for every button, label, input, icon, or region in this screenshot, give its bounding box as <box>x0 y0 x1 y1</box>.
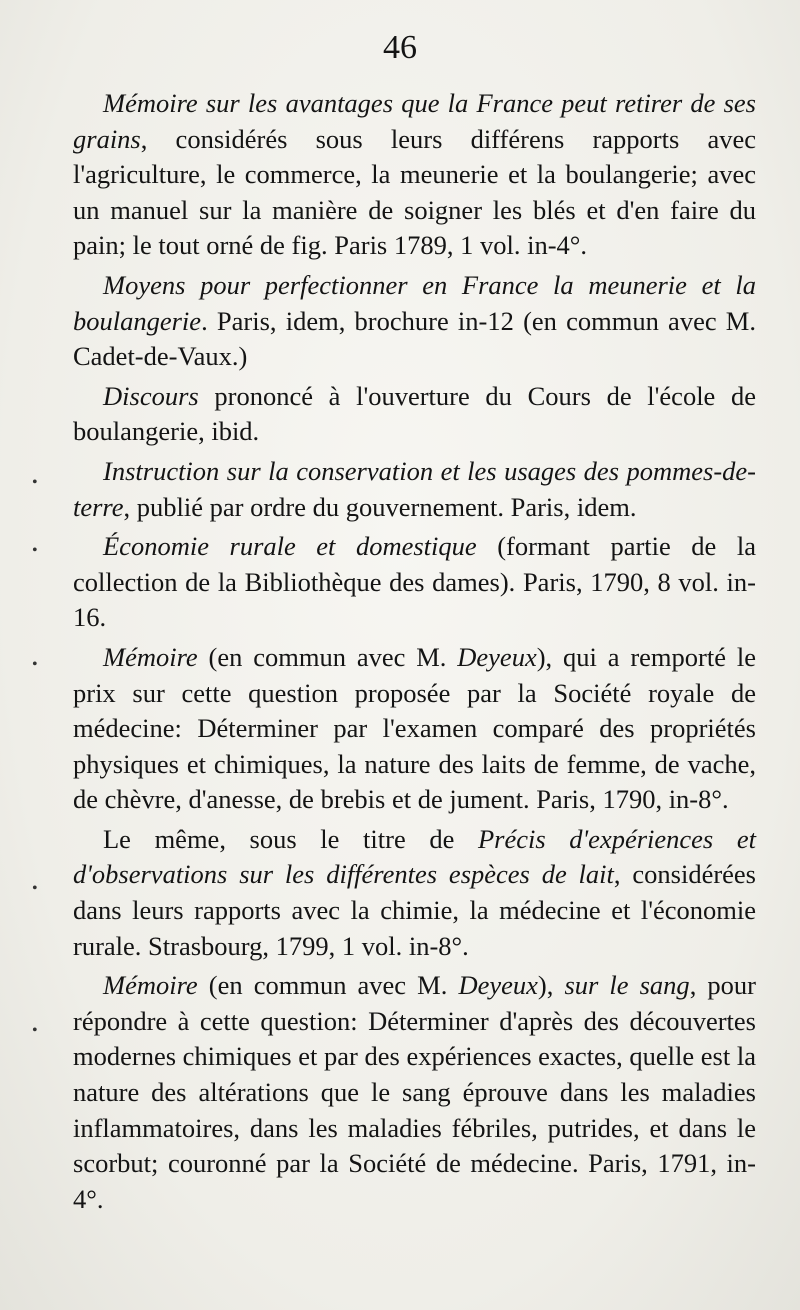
bibliography-list <box>73 86 756 1221</box>
bibliography-entry <box>73 86 756 264</box>
entry-title: Mémoire <box>103 641 198 672</box>
entry-text: ), qui a remporté le prix sur cette question proposée par la Société royale de médecine: Déterminer par l'examen comparé des propriétés physiques et chimiques, la nature des laits de femme, de vache, de chèvre, d'anesse, de brebis et de jument. Paris, 1790, in-8°. <box>73 641 756 815</box>
margin-mark: • <box>32 880 38 897</box>
entry-text: (en commun avec M. <box>197 970 459 1001</box>
entry-text: Le même, sous le titre de <box>103 823 478 854</box>
entry-text: prononcé à l'ouverture du Cours de l'école de boulangerie, ibid. <box>73 380 756 447</box>
entry-text: , pour répondre à cette question: Déterminer d'après des découvertes modernes chimiques et par des expériences exactes, quelle est la nature des altérations que le sang éprouve dans les maladies inflammatoires, dans les maladies fébriles, putrides, et dans le scorbut; couronné par la Société de médecine. Paris, 1791, in-4°. <box>73 970 756 1214</box>
page-number: 46 <box>383 29 417 66</box>
bibliography-entry <box>73 529 756 636</box>
bibliography-entry <box>73 640 756 818</box>
bibliography-entry <box>73 268 756 375</box>
entry-title: Économie rurale et domestique <box>103 531 477 562</box>
bibliography-entry <box>73 379 756 450</box>
author-name: Deyeux <box>457 641 537 672</box>
bibliography-entry <box>73 822 756 964</box>
entry-text: (formant partie de la collection de la Bibliothèque des dames). Paris, 1790, 8 vol. in-16. <box>73 531 756 633</box>
entry-title: Moyens pour perfectionner en France la meunerie et la boulangerie <box>73 269 756 336</box>
entry-text: , publié par ordre du gouvernement. Paris, idem. <box>123 491 637 522</box>
entry-title: Précis d'expériences et d'observations sur les différentes espèces de lait <box>73 823 756 890</box>
entry-title: Mémoire <box>103 970 198 1001</box>
entry-text: , considérés sous leurs différens rapports avec l'agriculture, le commerce, la meunerie et la boulangerie; avec un manuel sur la manière de soigner les blés et d'en faire du pain; le tout orné de fig. Paris 1789, 1 vol. in-4°. <box>73 123 756 261</box>
entry-subject: sur le sang <box>564 970 690 1001</box>
margin-mark: • <box>32 1022 38 1039</box>
margin-mark: • <box>32 474 38 491</box>
entry-text: (en commun avec M. <box>197 641 458 672</box>
entry-title: Mémoire sur les avantages que la France peut retirer de ses grains <box>73 88 756 154</box>
bibliography-entry <box>73 968 756 1217</box>
entry-title: Discours <box>103 380 199 411</box>
entry-title: Instruction sur la conservation et les usages des pommes-de-terre <box>73 455 756 522</box>
entry-text: ), <box>537 970 565 1001</box>
bibliography-entry <box>73 454 756 525</box>
entry-text: . Paris, idem, brochure in-12 (en commun avec M. Cadet-de-Vaux.) <box>73 305 756 372</box>
entry-text: , considérées dans leurs rapports avec la chimie, la médecine et l'économie rurale. Strasbourg, 1799, 1 vol. in-8°. <box>73 859 756 961</box>
margin-mark: • <box>32 656 38 673</box>
margin-mark: • <box>32 542 38 559</box>
author-name: Deyeux <box>458 970 538 1001</box>
